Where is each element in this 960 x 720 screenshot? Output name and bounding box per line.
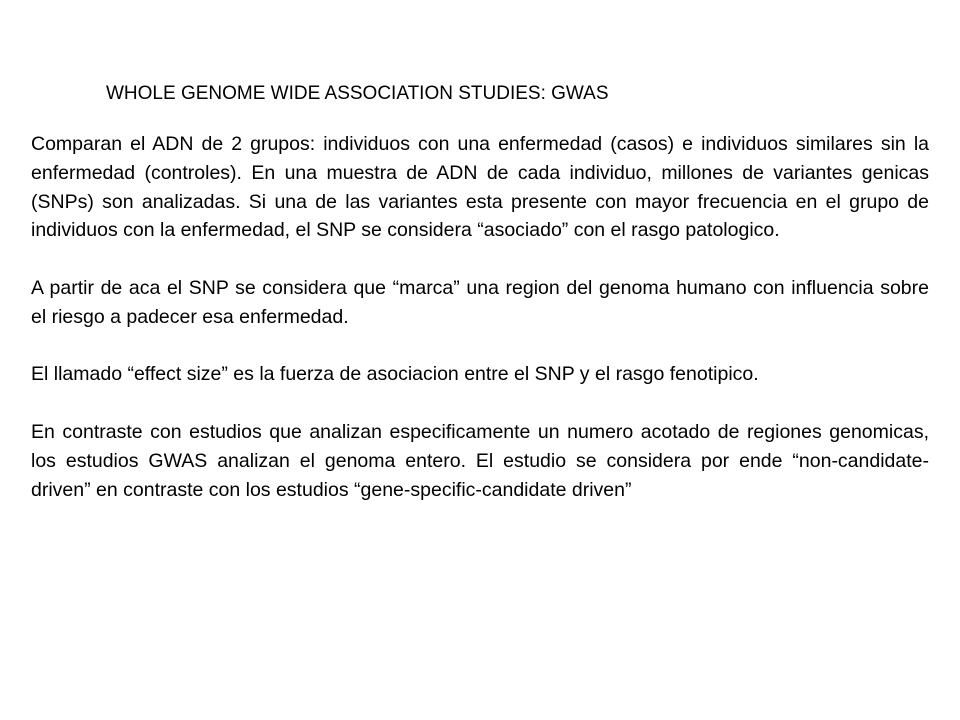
paragraph-effect-size: El llamado “effect size” es la fuerza de asociacion entre el SNP y el rasgo fenotipico. — [31, 363, 759, 386]
slide-body — [31, 130, 929, 504]
paragraph-snp-marker: A partir de aca el SNP se considera que “marca” una region del genoma humano con influencia sobre el riesgo a padecer esa enfermedad. — [31, 276, 929, 328]
slide-title: WHOLE GENOME WIDE ASSOCIATION STUDIES: GWAS — [106, 83, 609, 104]
paragraph-non-candidate-driven: En contraste con estudios que analizan especificamente un numero acotado de regiones genomicas, los estudios GWAS analizan el genoma entero. El estudio se considera por ende “non-candidate-driven” en contraste con los estudios “gene-specific-candidate driven” — [31, 420, 929, 501]
paragraph-gwas-definition: Comparan el ADN de 2 grupos: individuos con una enfermedad (casos) e individuos similares sin la enfermedad (controles). En una muestra de ADN de cada individuo, millones de variantes genicas (SNPs) son analizadas. Si una de las variantes esta presente con mayor frecuencia en el grupo de individuos con la enfermedad, el SNP se considera “asociado” con el rasgo patologico. — [31, 133, 929, 242]
